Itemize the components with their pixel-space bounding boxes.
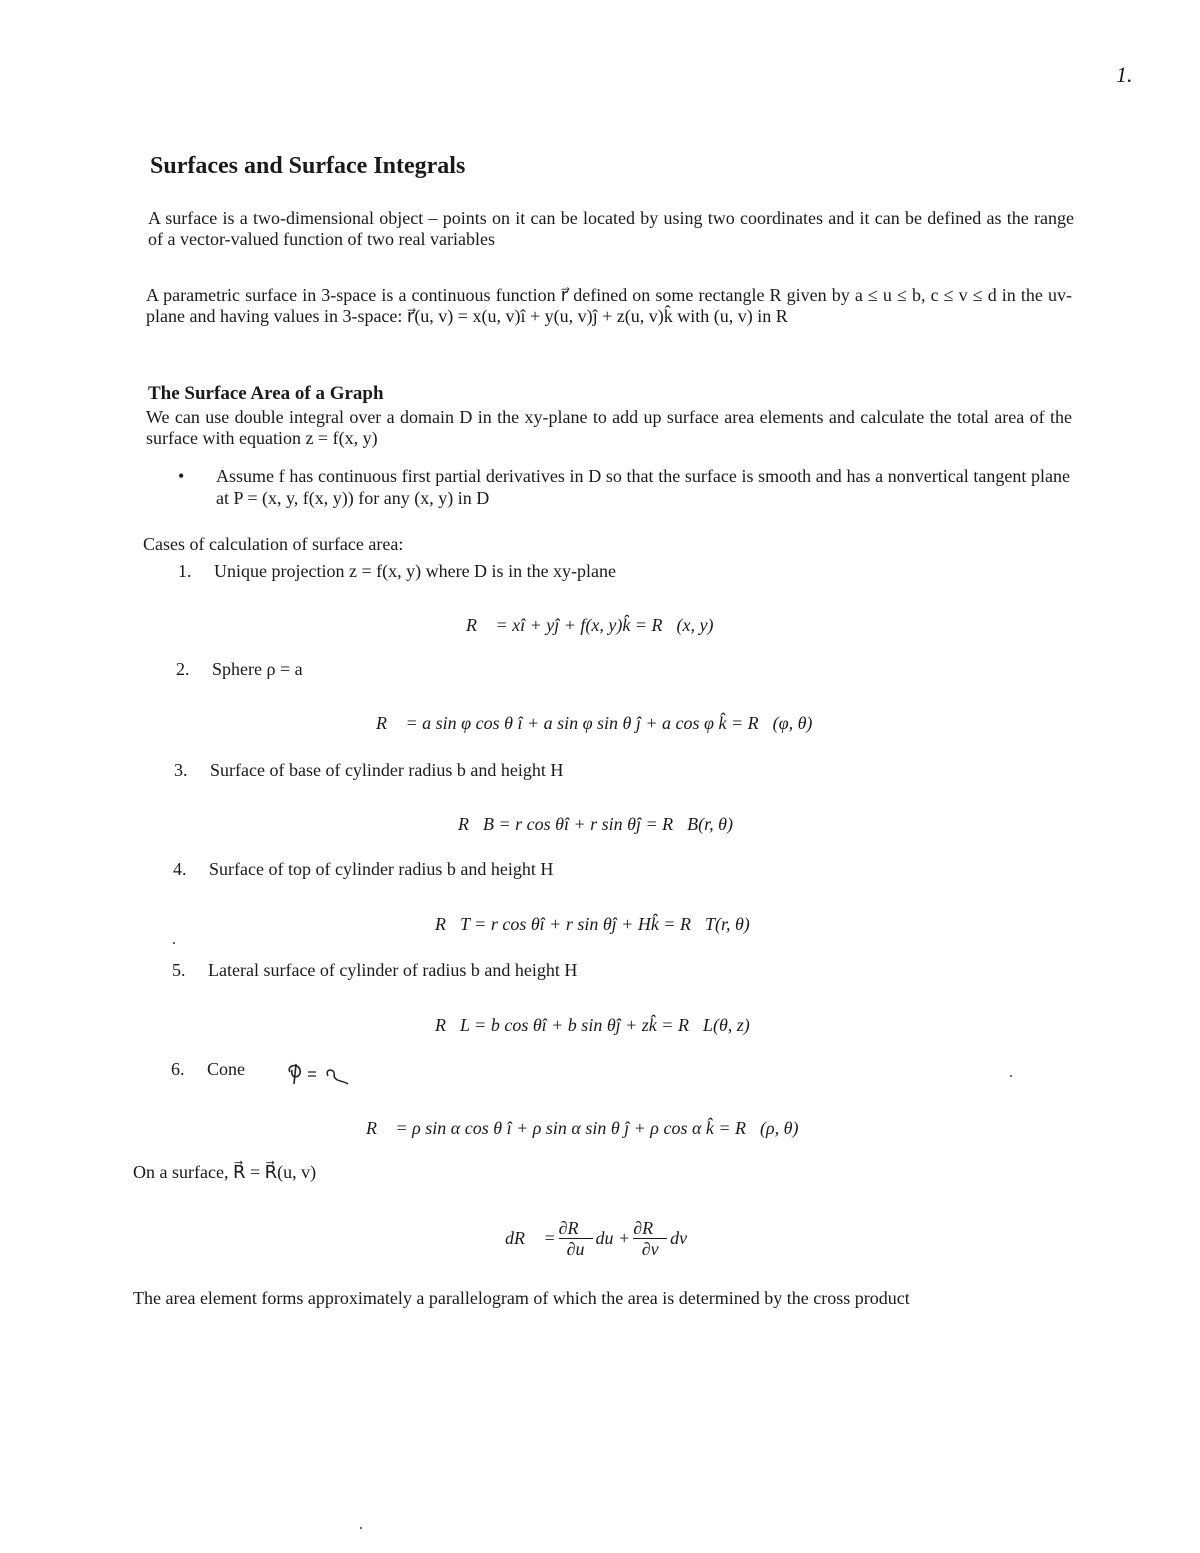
on-surface-text: On a surface, R⃗ = R⃗(u, v) (133, 1162, 317, 1182)
case-number: 4. (173, 859, 187, 879)
case-item (171, 1059, 245, 1080)
differential-lhs: dR⃗ = (505, 1228, 556, 1248)
partial-fraction-v (633, 1218, 667, 1259)
bullet-item (178, 465, 1070, 509)
case-equation: R⃗ = ρ sin α cos θ î + ρ sin α sin θ ĵ + ρ cos α k̂ = R⃗(ρ, θ) (366, 1118, 799, 1138)
case-label: Surface of base of cylinder radius b and height H (210, 760, 564, 780)
section-heading: The Surface Area of a Graph (148, 383, 384, 404)
fraction-denominator: ∂u (566, 1239, 585, 1259)
parametric-surface-paragraph: A parametric surface in 3-space is a continuous function r⃗ defined on some rectangle R given by a ≤ u ≤ b, c ≤ v ≤ d in the uv-plane and having values in 3-space: r⃗(u, v) = x(u, v)î + y(u, v)ĵ + z(u, v)k̂ with (u, v) in R (146, 285, 1072, 326)
differential-middle: du + (595, 1228, 631, 1248)
bullet-text: Assume f has continuous first partial derivatives in D so that the surface is smooth and has a nonvertical tangent plane at P = (x, y, f(x, y)) for any (x, y) in D (216, 466, 1070, 508)
partial-fraction-u (559, 1218, 593, 1259)
case-equation: R⃗B = r cos θî + r sin θĵ = R⃗B(r, θ) (458, 814, 733, 834)
case-equation: R⃗L = b cos θî + b sin θĵ + zk̂ = R⃗L(θ, z) (435, 1015, 750, 1035)
case-equation: R⃗ = xî + yĵ + f(x, y)k̂ = R⃗(x, y) (466, 615, 714, 635)
page-number: 1. (1116, 62, 1133, 87)
scan-speck (360, 1527, 362, 1529)
case-equation: R⃗ = a sin φ cos θ î + a sin φ sin θ ĵ + a cos φ k̂ = R⃗(φ, θ) (376, 713, 813, 733)
handwritten-annotation-icon (284, 1058, 354, 1088)
fraction-denominator: ∂v (641, 1239, 659, 1259)
section-paragraph: We can use double integral over a domain D in the xy-plane to add up surface area elements and calculate the total area of the surface with equation z = f(x, y) (146, 407, 1072, 448)
case-label: Unique projection z = f(x, y) where D is in the xy-plane (214, 561, 617, 581)
case-number: 3. (174, 760, 188, 780)
case-item (178, 561, 616, 582)
case-item (176, 659, 303, 680)
fraction-numerator: ∂R⃗ (558, 1218, 593, 1238)
case-number: 2. (176, 659, 190, 679)
closing-paragraph: The area element forms approximately a parallelogram of which the area is determined by the cross product (133, 1288, 910, 1308)
scan-speck (173, 942, 175, 944)
differential-end: dv (670, 1228, 688, 1248)
case-item (173, 859, 553, 880)
case-item (172, 960, 577, 981)
fraction-numerator: ∂R⃗ (633, 1218, 668, 1238)
case-label: Sphere ρ = a (212, 659, 303, 679)
cases-label: Cases of calculation of surface area: (143, 534, 404, 554)
case-number: 5. (172, 960, 186, 980)
case-equation: R⃗T = r cos θî + r sin θĵ + Hk̂ = R⃗T(r, θ) (435, 914, 750, 934)
intro-paragraph: A surface is a two-dimensional object – points on it can be located by using two coordinates and it can be defined as the range of a vector-valued function of two real variables (148, 208, 1074, 249)
page-title: Surfaces and Surface Integrals (150, 153, 466, 179)
case-label: Surface of top of cylinder radius b and height H (209, 859, 554, 879)
bullet-icon: • (178, 466, 185, 486)
case-item (174, 760, 563, 781)
differential-equation (505, 1218, 687, 1259)
scan-speck (1010, 1075, 1012, 1077)
case-number: 6. (171, 1059, 185, 1079)
case-label: Lateral surface of cylinder of radius b and height H (208, 960, 578, 980)
case-number: 1. (178, 561, 192, 581)
case-label: Cone (207, 1059, 245, 1079)
